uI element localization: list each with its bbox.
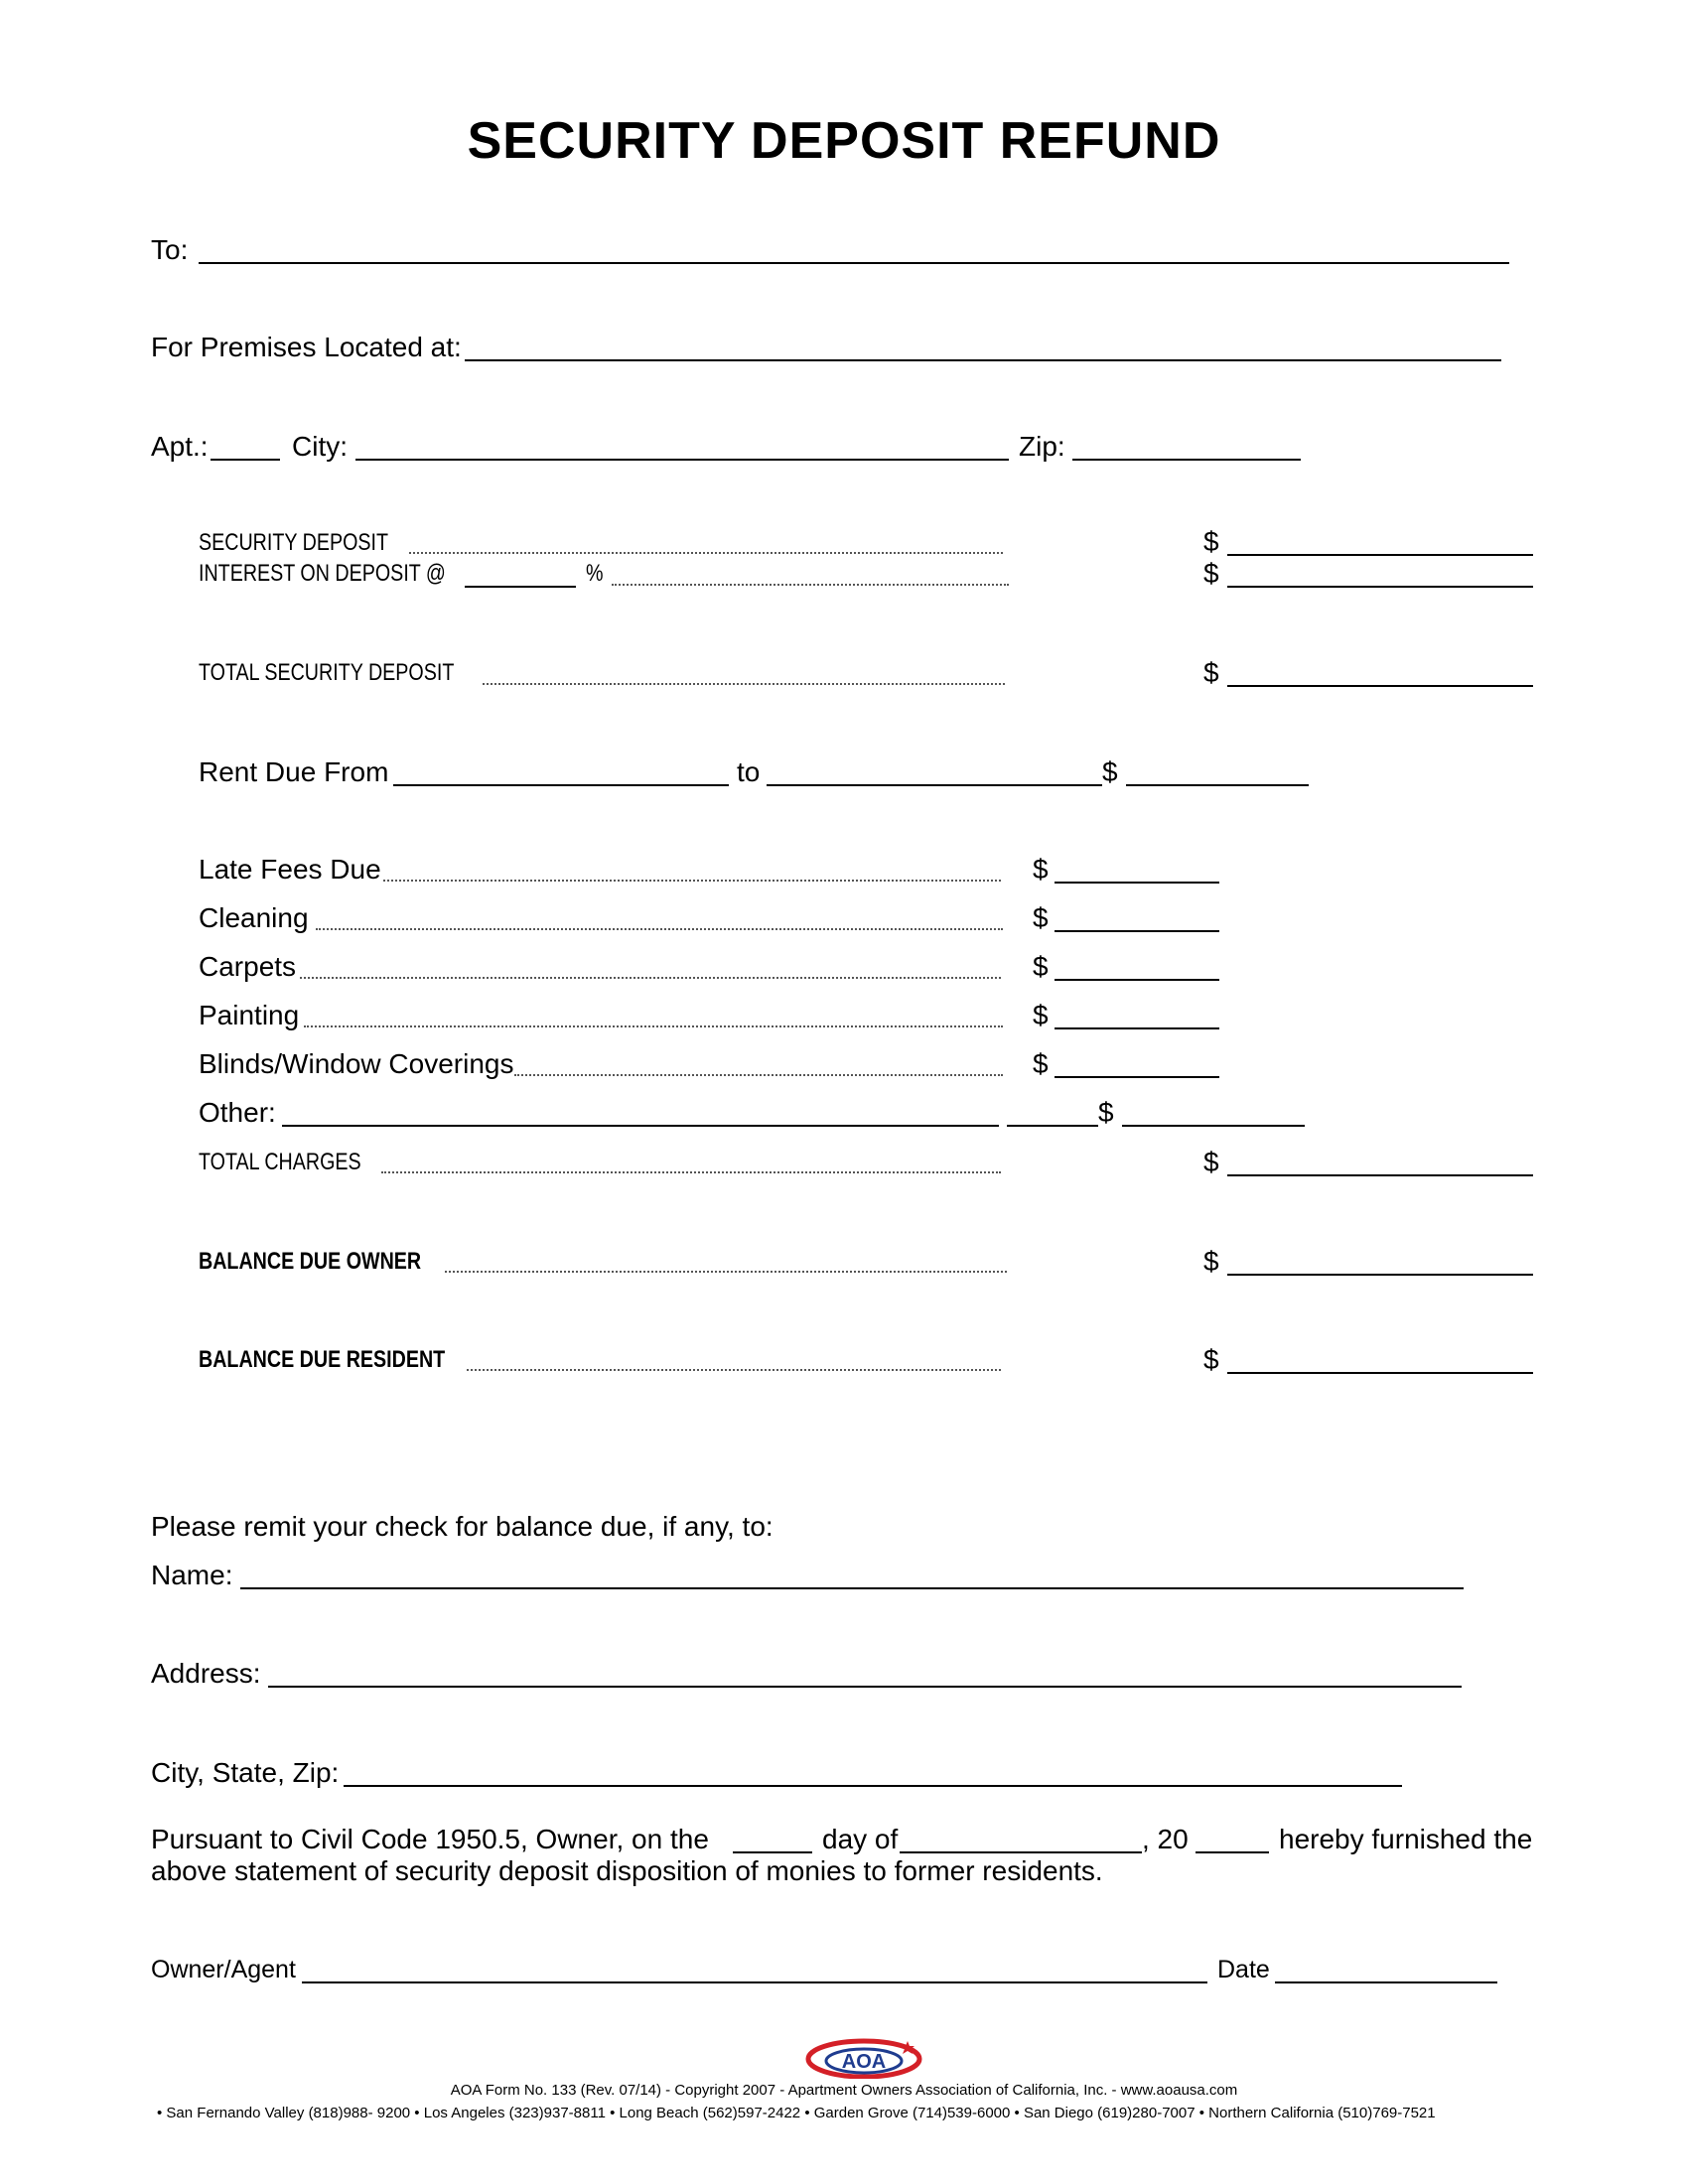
charge-label: Painting: [199, 1000, 300, 1030]
address-field[interactable]: [268, 1686, 1462, 1688]
balance-due-owner-amount[interactable]: [1227, 1274, 1533, 1276]
charge-label: Carpets: [199, 951, 297, 982]
dollar-sign: $: [1033, 902, 1049, 933]
city-state-zip-field[interactable]: [344, 1785, 1402, 1787]
premises-label: For Premises Located at:: [151, 332, 462, 362]
footer-offices: • San Fernando Valley (818)988- 9200 • Los Angeles (323)937-8811 • Long Beach (562)597-2422 • Garden Grove (714)539-6000 • San Diego (619)280-7007 • Northern California (510)769-7521: [157, 2105, 1436, 2121]
day-field[interactable]: [733, 1851, 812, 1853]
dollar-sign: $: [1033, 951, 1049, 982]
charge-amount[interactable]: [1055, 930, 1219, 932]
dollar-sign: $: [1033, 1048, 1049, 1079]
logo-text: AOA: [841, 2051, 887, 2073]
rent-due-label: Rent Due From: [199, 756, 389, 787]
leader-dots: [409, 552, 1003, 554]
footer-copyright: AOA Form No. 133 (Rev. 07/14) - Copyright 2007 - Apartment Owners Association of California, Inc. - www.aoausa.com: [450, 2082, 1238, 2099]
charge-amount[interactable]: [1055, 979, 1219, 981]
city-field[interactable]: [355, 459, 1009, 461]
leader-dots: [612, 584, 1009, 586]
charge-label: Cleaning: [199, 902, 309, 933]
total-security-deposit-amount[interactable]: [1227, 685, 1533, 687]
zip-field[interactable]: [1072, 459, 1301, 461]
apt-label: Apt.:: [151, 431, 209, 462]
remit-instructions: Please remit your check for balance due, if any, to:: [151, 1511, 774, 1542]
name-label: Name:: [151, 1560, 233, 1590]
interest-label: INTEREST ON DEPOSIT @: [199, 560, 446, 587]
total-security-deposit-label: TOTAL SECURITY DEPOSIT: [199, 659, 455, 686]
dollar-sign: $: [1203, 526, 1219, 557]
pursuant-text-part2: day of: [822, 1824, 899, 1854]
other-label: Other:: [199, 1097, 276, 1128]
year-field[interactable]: [1196, 1851, 1269, 1853]
apt-field[interactable]: [211, 459, 280, 461]
aoa-logo: [804, 2035, 923, 2079]
leader-dots: [467, 1369, 1001, 1371]
other-description-field[interactable]: [282, 1125, 999, 1127]
percent-sign: %: [586, 560, 604, 587]
pursuant-text-part4: hereby furnished the: [1279, 1824, 1533, 1854]
leader-dots: [383, 880, 1001, 882]
month-field[interactable]: [900, 1851, 1142, 1853]
owner-agent-label: Owner/Agent: [151, 1956, 296, 1983]
interest-rate-field[interactable]: [465, 586, 576, 588]
leader-dots: [300, 977, 1001, 979]
charge-amount[interactable]: [1055, 1076, 1219, 1078]
owner-agent-signature-field[interactable]: [302, 1981, 1207, 1983]
balance-due-resident-label: BALANCE DUE RESIDENT: [199, 1346, 446, 1373]
dollar-sign: $: [1102, 756, 1118, 787]
rent-from-field[interactable]: [393, 784, 729, 786]
total-charges-amount[interactable]: [1227, 1174, 1533, 1176]
balance-due-resident-amount[interactable]: [1227, 1372, 1533, 1374]
page-title: SECURITY DEPOSIT REFUND: [467, 112, 1221, 170]
dollar-sign: $: [1203, 1147, 1219, 1177]
leader-dots: [316, 928, 1003, 930]
rent-to-label: to: [737, 756, 761, 787]
to-field[interactable]: [199, 262, 1509, 264]
to-label: To:: [151, 234, 189, 265]
name-field[interactable]: [240, 1587, 1464, 1589]
charge-amount[interactable]: [1055, 1027, 1219, 1029]
dollar-sign: $: [1203, 1344, 1219, 1375]
dollar-sign: $: [1098, 1097, 1114, 1128]
pursuant-text-line2: above statement of security deposit disposition of monies to former residents.: [151, 1855, 1103, 1886]
dollar-sign: $: [1203, 558, 1219, 589]
leader-dots: [445, 1271, 1007, 1273]
pursuant-text-part1: Pursuant to Civil Code 1950.5, Owner, on the: [151, 1824, 709, 1854]
date-label: Date: [1217, 1956, 1270, 1983]
other-extra-field[interactable]: [1007, 1125, 1098, 1127]
dollar-sign: $: [1033, 854, 1049, 885]
pursuant-text-part3: , 20: [1142, 1824, 1189, 1854]
security-deposit-amount[interactable]: [1227, 554, 1533, 556]
charge-label: Blinds/Window Coverings: [199, 1048, 514, 1079]
security-deposit-label: SECURITY DEPOSIT: [199, 529, 389, 556]
dollar-sign: $: [1203, 1246, 1219, 1277]
balance-due-owner-label: BALANCE DUE OWNER: [199, 1248, 422, 1275]
leader-dots: [514, 1074, 1003, 1076]
dollar-sign: $: [1033, 1000, 1049, 1030]
charge-amount[interactable]: [1055, 882, 1219, 884]
dollar-sign: $: [1203, 657, 1219, 688]
date-field[interactable]: [1275, 1981, 1497, 1983]
leader-dots: [304, 1025, 1003, 1027]
address-label: Address:: [151, 1658, 261, 1689]
city-state-zip-label: City, State, Zip:: [151, 1757, 340, 1788]
zip-label: Zip:: [1019, 431, 1065, 462]
city-label: City:: [292, 431, 348, 462]
charge-label: Late Fees Due: [199, 854, 381, 885]
interest-amount[interactable]: [1227, 586, 1533, 588]
leader-dots: [381, 1171, 1001, 1173]
other-amount[interactable]: [1122, 1125, 1305, 1127]
total-charges-label: TOTAL CHARGES: [199, 1149, 361, 1175]
premises-field[interactable]: [465, 359, 1501, 361]
rent-to-field[interactable]: [767, 784, 1102, 786]
rent-amount[interactable]: [1126, 784, 1309, 786]
leader-dots: [483, 683, 1005, 685]
